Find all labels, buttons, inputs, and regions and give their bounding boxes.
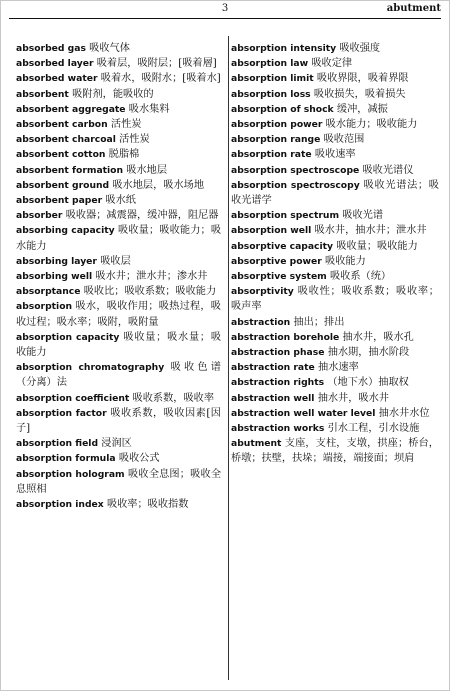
dictionary-entry: [231, 56, 439, 71]
dictionary-entry: [16, 451, 221, 466]
dictionary-entry: [16, 360, 221, 390]
entry-term: absorbent carbon: [16, 119, 108, 131]
entry-definition: 吸收器；减震器，缓冲器，阻尼器: [65, 210, 219, 222]
dictionary-entry: [16, 284, 221, 299]
running-head: abutment: [386, 3, 441, 14]
entry-term: abutment: [231, 438, 282, 450]
entry-definition: 吸收量；吸水量；吸收能力: [16, 331, 222, 359]
entry-term: absorption hologram: [16, 468, 125, 480]
dictionary-entry: [16, 223, 221, 253]
entry-term: absorbing layer: [16, 255, 97, 267]
entry-columns: [16, 41, 441, 680]
entry-term: absorptive power: [231, 255, 322, 267]
entry-term: abstraction well: [231, 392, 315, 404]
dictionary-entry: [231, 360, 439, 375]
entry-definition: 引水工程，引水设施: [327, 423, 420, 435]
dictionary-entry: [231, 436, 439, 466]
entry-definition: 抽出；排出: [293, 316, 345, 328]
entry-definition: 吸收光谱法；吸收光谱学: [231, 179, 439, 207]
entry-term: absorption field: [16, 438, 99, 450]
entry-term: absorption spectrum: [231, 210, 340, 222]
entry-term: abstraction well water level: [231, 407, 376, 419]
entry-term: absorbent: [16, 88, 69, 100]
dictionary-entry: [231, 41, 439, 56]
entry-definition: 吸收比；吸收系数；吸收能力: [83, 286, 217, 298]
dictionary-entry: [16, 497, 221, 512]
dictionary-entry: [16, 132, 221, 147]
entry-term: absorptive capacity: [231, 240, 334, 252]
dictionary-entry: [231, 117, 439, 132]
entry-term: absorption factor: [16, 407, 107, 419]
entry-term: absorbed water: [16, 73, 98, 85]
entry-definition: 抽水井，吸水井: [317, 392, 389, 404]
entry-definition: 缓冲，减振: [336, 103, 388, 115]
entry-term: absorption range: [231, 134, 321, 146]
dictionary-entry: [16, 299, 221, 329]
entry-definition: 吸收能力: [325, 255, 366, 267]
dictionary-entry: [231, 239, 439, 254]
dictionary-entry: [231, 269, 439, 284]
dictionary-entry: [231, 87, 439, 102]
dictionary-entry: [16, 254, 221, 269]
entry-term: abstraction rate: [231, 362, 315, 374]
dictionary-entry: [231, 102, 439, 117]
dictionary-entry: [16, 163, 221, 178]
entry-definition: 吸水纸: [105, 195, 136, 207]
dictionary-entry: [231, 345, 439, 360]
entry-definition: 吸水集料: [128, 103, 170, 115]
entry-term: absorption intensity: [231, 43, 337, 54]
entry-term: absorption spectroscope: [231, 164, 360, 176]
entry-definition: 吸着水，吸附水；[吸着水]: [100, 73, 221, 85]
entry-definition: 脱脂棉: [108, 149, 140, 161]
entry-term: absorptive system: [231, 271, 327, 283]
entry-definition: 抽水速率: [318, 362, 359, 374]
entry-definition: 吸收公式: [118, 453, 160, 465]
dictionary-entry: [16, 208, 221, 223]
entry-term: absorption coefficient: [16, 392, 130, 404]
entry-definition: 吸水地层，吸水场地: [112, 179, 205, 191]
dictionary-entry: [16, 147, 221, 162]
dictionary-entry: [231, 330, 439, 345]
entry-definition: 活性炭: [119, 134, 150, 146]
entry-term: absorption rate: [231, 149, 312, 161]
entry-definition: 吸水，吸收作用；吸热过程，吸收过程；吸水率；吸附，吸附量: [16, 301, 221, 328]
entry-definition: 吸水井，抽水井；泄水井: [314, 225, 427, 237]
entry-term: abstraction: [231, 316, 291, 328]
dictionary-entry: [16, 436, 221, 451]
entry-definition: 吸收层: [100, 255, 131, 267]
dictionary-entry: [231, 284, 439, 314]
dictionary-entry: [231, 391, 439, 406]
dictionary-entry: [16, 178, 221, 193]
entry-term: absorption of shock: [231, 103, 334, 115]
entry-term: absorbent formation: [16, 164, 124, 176]
left-column: [16, 41, 221, 512]
entry-term: absorptance: [16, 286, 81, 298]
entry-definition: 吸收量；吸收能力: [336, 240, 418, 252]
dictionary-entry: [16, 56, 221, 71]
dictionary-entry: [231, 163, 439, 178]
dictionary-entry: [16, 330, 221, 360]
dictionary-entry: [16, 406, 221, 436]
dictionary-entry: [231, 406, 439, 421]
entry-definition: 活性炭: [110, 119, 142, 131]
entry-term: absorptivity: [231, 286, 294, 298]
entry-term: absorption limit: [231, 73, 314, 85]
dictionary-entry: [231, 132, 439, 147]
entry-definition: 吸收系数，吸收因素[因子]: [16, 407, 221, 435]
entry-term: absorbent cotton: [16, 149, 106, 161]
entry-definition: （地下水）抽取权: [327, 377, 409, 389]
entry-definition: 吸着层，吸附层；[吸着層]: [96, 58, 217, 70]
entry-definition: 吸收光谱: [342, 210, 384, 222]
entry-term: absorbed gas: [16, 43, 86, 54]
entry-term: absorption index: [16, 499, 104, 511]
entry-term: absorption law: [231, 58, 309, 70]
entry-definition: 吸收色谱（分离）法: [16, 362, 221, 389]
entry-term: absorption spectroscopy: [231, 179, 360, 191]
entry-definition: 吸收定律: [311, 58, 353, 70]
right-column: [231, 41, 439, 467]
dictionary-entry: [231, 223, 439, 238]
entry-definition: 吸收速率: [314, 149, 356, 161]
entry-definition: 吸收系（统）: [330, 271, 392, 283]
entry-term: absorption loss: [231, 88, 311, 100]
entry-term: absorbing well: [16, 271, 93, 283]
dictionary-entry: [231, 375, 439, 390]
entry-definition: 吸附剂，能吸收的: [72, 88, 154, 100]
entry-definition: 吸收界限，吸着界限: [316, 73, 409, 85]
entry-definition: 吸收全息图；吸收全息照相: [16, 468, 222, 495]
entry-term: absorption chromatography: [16, 362, 165, 374]
page-number: 3: [221, 3, 229, 14]
entry-term: absorber: [16, 210, 63, 222]
entry-definition: 吸收系数，吸收率: [132, 392, 215, 404]
entry-term: absorbent paper: [16, 195, 103, 207]
dictionary-entry: [16, 87, 221, 102]
dictionary-entry: [231, 421, 439, 436]
entry-definition: 浸润区: [101, 438, 132, 450]
entry-term: absorption: [16, 301, 73, 313]
entry-definition: 吸收光谱仪: [362, 164, 414, 176]
entry-term: absorbent aggregate: [16, 103, 126, 115]
entry-term: absorbing capacity: [16, 225, 115, 237]
entry-term: absorption capacity: [16, 331, 120, 343]
entry-term: absorption formula: [16, 453, 116, 465]
entry-definition: 吸收率；吸收指数: [106, 499, 189, 511]
dictionary-entry: [231, 254, 439, 269]
entry-definition: 抽水期，抽水阶段: [327, 347, 410, 359]
entry-definition: 吸收性；吸收系数；吸收率；吸声率: [231, 286, 439, 313]
entry-definition: 吸水能力；吸收能力: [325, 119, 418, 131]
entry-term: absorbent ground: [16, 179, 110, 191]
entry-definition: 吸水地层: [126, 164, 168, 176]
entry-definition: 抽水井，吸水孔: [342, 331, 414, 343]
header-rule: [9, 18, 441, 19]
entry-definition: 吸收范围: [323, 134, 365, 146]
entry-definition: 支座，支柱，支墩，拱座；桥台，桥墩；扶壁，扶垛；端接，端接面；坝肩: [231, 438, 439, 465]
dictionary-entry: [16, 71, 221, 86]
dictionary-entry: [16, 41, 221, 56]
dictionary-entry: [231, 71, 439, 86]
entry-term: abstraction borehole: [231, 331, 340, 343]
dictionary-entry: [231, 315, 439, 330]
page-header: [9, 3, 441, 17]
dictionary-entry: [16, 102, 221, 117]
entry-definition: 吸收强度: [339, 43, 381, 54]
entry-definition: 抽水井水位: [378, 407, 430, 419]
dictionary-entry: [16, 193, 221, 208]
entry-term: absorbed layer: [16, 58, 94, 70]
entry-term: abstraction works: [231, 423, 325, 435]
dictionary-entry: [16, 269, 221, 284]
entry-definition: 吸水井；泄水井；渗水井: [95, 271, 208, 283]
entry-term: absorption well: [231, 225, 312, 237]
dictionary-entry: [16, 117, 221, 132]
entry-term: absorption power: [231, 119, 323, 131]
dictionary-entry: [231, 147, 439, 162]
entry-term: abstraction phase: [231, 347, 325, 359]
entry-definition: 吸收气体: [89, 43, 130, 54]
dictionary-entry: [16, 467, 221, 497]
entry-term: abstraction rights: [231, 377, 325, 389]
dictionary-entry: [231, 178, 439, 208]
dictionary-entry: [16, 391, 221, 406]
entry-definition: 吸收损失，吸着损失: [313, 88, 406, 100]
dictionary-entry: [231, 208, 439, 223]
entry-definition: 吸收量；吸收能力；吸水能力: [16, 225, 222, 252]
entry-term: absorbent charcoal: [16, 134, 116, 146]
